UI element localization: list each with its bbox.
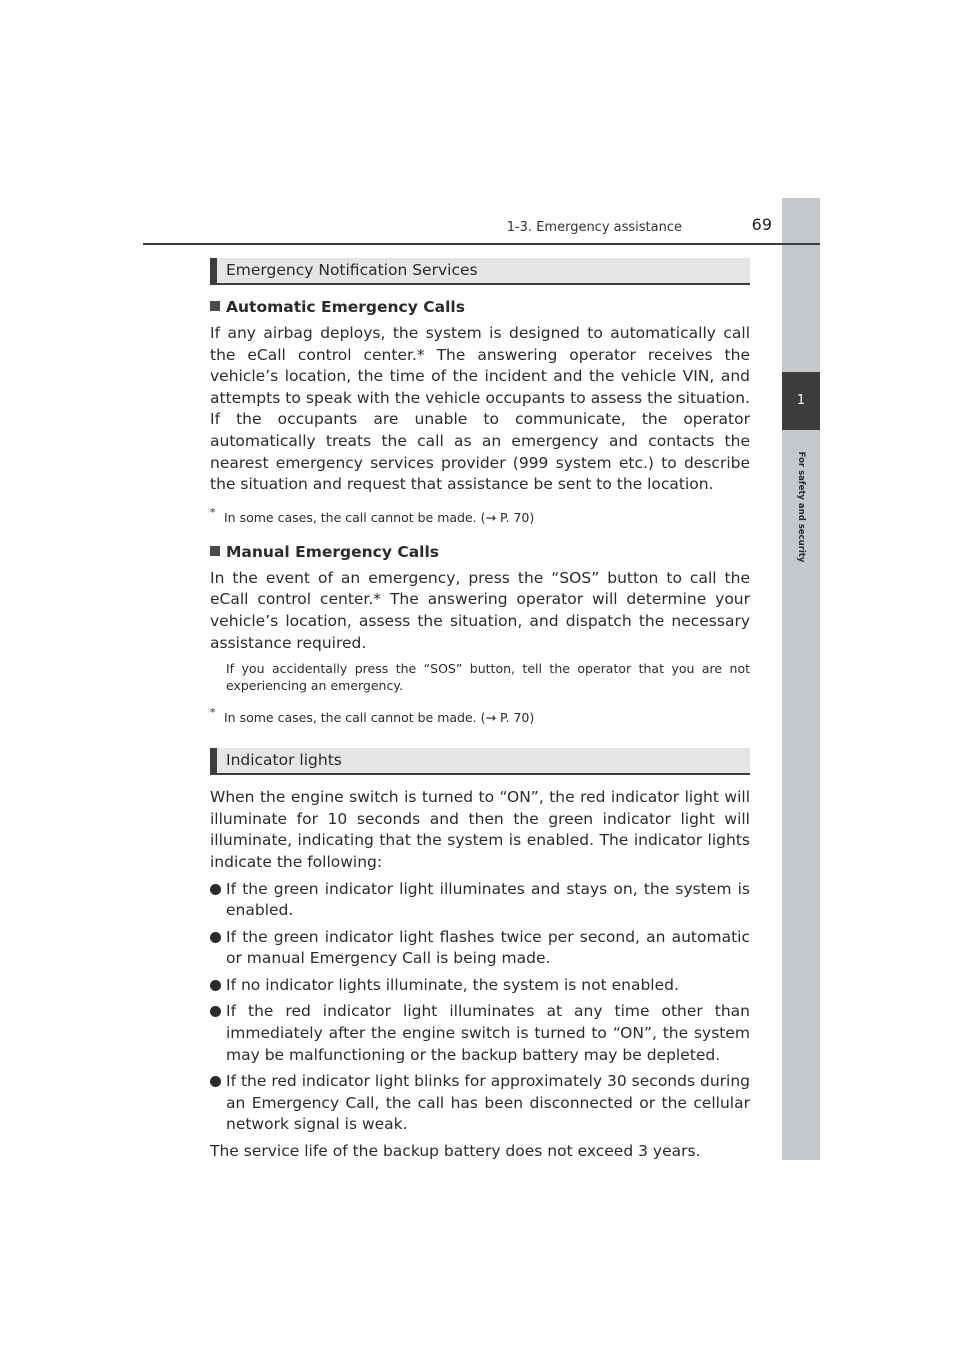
footnote-automatic — [210, 505, 750, 526]
bullet-icon — [210, 932, 221, 943]
footnote-text: In some cases, the call cannot be made. (→ P. 70) — [224, 509, 535, 525]
chapter-tab: 1 — [782, 372, 820, 430]
header-rule — [143, 243, 820, 245]
list-item — [210, 879, 750, 922]
square-bullet-icon — [210, 546, 220, 556]
footnote-manual — [210, 706, 750, 726]
list-item-text: If the red indicator light illuminates at any time other than immediately after the engine switch is turned to “ON”, the system may be malfunctioning or the backup battery may be depleted. — [226, 1002, 750, 1064]
list-item — [210, 975, 750, 997]
running-header: 1-3. Emergency assistance — [506, 220, 682, 235]
bullet-icon — [210, 1006, 221, 1017]
footnote-text: In some cases, the call cannot be made. (→ P. 70) — [224, 710, 535, 726]
page-number: 69 — [751, 215, 772, 234]
section-title: Emergency Notification Services — [226, 261, 478, 279]
section-heading-emergency — [210, 258, 750, 285]
subheading-manual — [210, 542, 750, 562]
list-item — [210, 1001, 750, 1066]
list-item — [210, 927, 750, 970]
list-item — [210, 1071, 750, 1136]
subheading-automatic — [210, 297, 750, 317]
bullet-icon — [210, 884, 221, 895]
closing-text: The service life of the backup battery does not exceed 3 years. — [210, 1142, 701, 1161]
section-heading-indicator — [210, 748, 750, 775]
asterisk: * — [210, 505, 216, 519]
side-band — [782, 198, 820, 1160]
list-item-text: If the green indicator light flashes twice per second, an automatic or manual Emergency Call is being made. — [226, 927, 750, 968]
subheading-text: Automatic Emergency Calls — [226, 298, 465, 316]
section-bar — [210, 258, 217, 283]
chapter-label-text: For safety and security — [796, 451, 806, 563]
list-item-text: If no indicator lights illuminate, the system is not enabled. — [226, 975, 679, 994]
bullet-icon — [210, 1076, 221, 1087]
chapter-label — [792, 437, 810, 577]
asterisk: * — [210, 706, 216, 720]
section-bar — [210, 748, 217, 773]
automatic-body: If any airbag deploys, the system is designed to automatically call the eCall control center.* The answering operator receives the vehicle’s location, the time of the incident and the vehicle VIN, and attempts to speak with the vehicle occupants to assess the situation. If the occupants are unable to communicate, the operator automatically treats the call as an emergency and contacts the nearest emergency services provider (999 system etc.) to describe the situation and request that assistance be sent to the location. — [210, 324, 750, 494]
list-item-text: If the red indicator light blinks for approximately 30 seconds during an Emergency Call, the call has been disconnected or the cellular network signal is weak. — [226, 1072, 750, 1134]
list-item-text: If the green indicator light illuminates and stays on, the system is enabled. — [226, 879, 750, 920]
section-title: Indicator lights — [226, 751, 342, 770]
page-content — [210, 258, 750, 1163]
manual-body: In the event of an emergency, press the “SOS” button to call the eCall control center.* The answering operator will determine your vehicle’s location, assess the situation, and dispatch the necessary assistance required. — [210, 568, 750, 652]
manual-note: If you accidentally press the “SOS” button, tell the operator that you are not experiencing an emergency. — [226, 661, 750, 694]
subheading-text: Manual Emergency Calls — [226, 542, 440, 561]
bullet-icon — [210, 980, 221, 991]
square-bullet-icon — [210, 301, 220, 311]
indicator-intro: When the engine switch is turned to “ON”, the red indicator light will illuminate for 10 seconds and then the green indicator light will illuminate, indicating that the system is enabled. The indicator lights indicate the following: — [210, 788, 750, 871]
